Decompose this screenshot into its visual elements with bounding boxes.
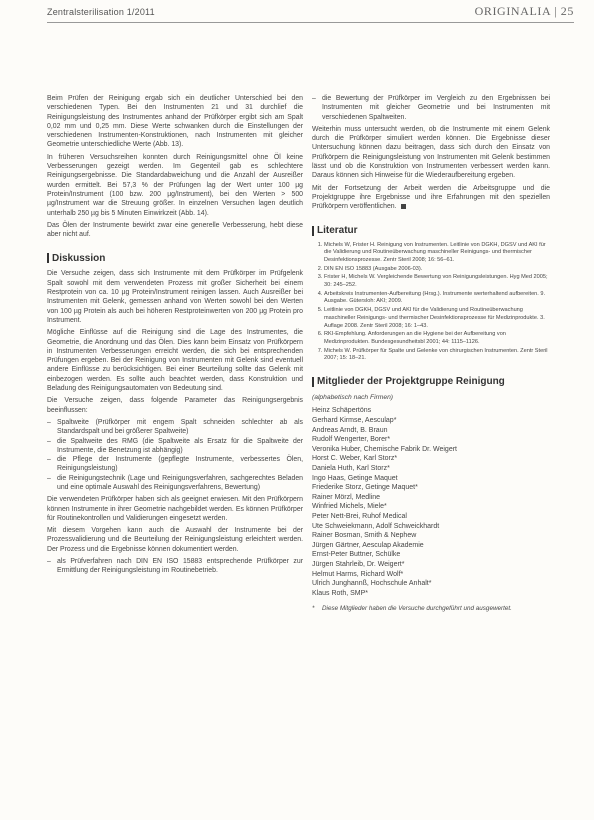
member-item: Heinz Schäpertöns bbox=[312, 407, 372, 415]
member-item: Ute Schweiekmann, Adolf Schweickhardt bbox=[312, 522, 440, 530]
member-item: Jürgen Gärtner, Aesculap Akademie bbox=[312, 541, 424, 549]
right-column bbox=[312, 94, 550, 614]
continuation-item: – die Bewertung der Prüfkörper im Vergleich zu den Ergebnissen bei Instrumenten mit gleicher Geometrie und bei Instrumenten mit verschiedenen Spaltweiten. bbox=[312, 94, 550, 122]
journal-issue: Zentralsterilisation 1/2011 bbox=[47, 7, 155, 17]
heading-bar bbox=[312, 377, 314, 387]
method-list bbox=[47, 557, 303, 576]
members-heading bbox=[312, 377, 550, 387]
member-item: Peter Nett-Brei, Ruhof Medical bbox=[312, 512, 407, 520]
literature-item: 2. DIN EN ISO 15883 (Ausgabe 2006-03). bbox=[324, 266, 550, 274]
member-item: Rainer Mörzl, Medline bbox=[312, 493, 381, 501]
literature-heading bbox=[312, 226, 550, 236]
member-item: Friederike Storz, Getinge Maquet* bbox=[312, 484, 418, 492]
intro-paragraph: Beim Prüfen der Reinigung ergab sich ein deutlicher Unterschied bei den verschiedenen Typen. Bei den Instrumenten 21 und 31 durchlief die Reinigungsleistung des Instrumentes anhand der Prüfkörper ergibt sich am Spalt 0,02 mm und 0,25 mm. Diese Werte schwanken durch die Einstellungen der verschiedenen Instrumenten-Konstruktionen, nach Instrumenten mit gleicher Geometrie unterschiedliche Werte (Abb. 13). bbox=[47, 95, 303, 149]
right-paragraph bbox=[312, 184, 550, 212]
member-item: Horst C. Weber, Karl Storz* bbox=[312, 455, 398, 463]
discussion-paragraph: Die Versuche zeigen, dass sich Instrumente mit dem Prüfkörper im Prüfgelenk Spalt sowohl mit dem verwendeten Prozess mit großer Sicherheit bei einem Restprotein von ca. 10 µg Protein/Instrument reinigen lassen. Auch Ausreißer bei Instrumenten mit Gelenk, gemessen anhand von Werten sowohl bei den Werten von 100 µg Protein als auch bei höheren Restproteinwerten von 200 µg Protein pro Instrument. bbox=[47, 270, 303, 324]
member-item: Ernst-Peter Buttner, Schülke bbox=[312, 551, 401, 559]
member-item: Ulrich Junghannß, Hochschule Anhalt* bbox=[312, 580, 432, 588]
literature-item: 1. Michels W, Frister H. Reinigung von Instrumenten. Leitlinie von DGKH, DGSV und AKI für die Validierung und Routineüberwachung maschineller Reinigungs- und thermischer Desinfektionsprozesse. Zentr Steril 2008; 16: 56–61. bbox=[324, 242, 550, 265]
left-column bbox=[47, 94, 303, 579]
literature-heading-text: Literatur bbox=[317, 224, 358, 236]
member-item: Winfried Michels, Miele* bbox=[312, 503, 387, 511]
right-paragraph: Weiterhin muss untersucht werden, ob die Instrumente mit einem Gelenk durch die Prüfkörper simuliert werden können. Die Ergebnisse dieser Untersuchung können dazu beitragen, dass sich durch den Einsatz von Prüfkörpern die Reinigungsleistung von Instrumenten mit Gelenk bestimmen lässt und ob die Konstruktion von Instrumenten verbessert werden kann. Daraus können sich Hinweise für die Wiederaufbereitung ergeben. bbox=[312, 125, 550, 180]
factor-item: – die Pflege der Instrumente (gepflegte Instrumente, verbessertes Ölen, Reinigungsleistung) bbox=[47, 455, 303, 474]
discussion-paragraph: Mögliche Einflüsse auf die Reinigung sind die Lage des Instrumentes, die Geometrie, die Anordnung und das Ölen. Dies kann beim Einsatz von Prüfkörpern in Instrumenten Verbesserungen erreicht werden, die sich bei entsprechenden Prüfungen ergeben. Bei der Reinigung von Instrumenten mit Gelenk sind eventuell andere Einflüsse zu berücksichtigen. Bei einer Beurteilung sollte das Gelenk mit einbezogen werden. Es sollte auch beachtet werden, dass Konstruktion und Beladung des Reinigungsautomaten von Bedeutung sind. bbox=[47, 329, 303, 393]
header-rule bbox=[47, 22, 574, 23]
members-list bbox=[312, 406, 550, 598]
member-item: Ingo Haas, Getinge Maquet bbox=[312, 474, 398, 482]
literature-item: 4. Arbeitskreis Instrumenten-Aufbereitung (Hrsg.). Instrumente werterhaltend aufbereiten. 9. Ausgabe. Gütersloh: AKI; 2009. bbox=[324, 291, 550, 306]
member-item: Veronika Huber, Chemische Fabrik Dr. Weigert bbox=[312, 445, 457, 453]
closing-paragraph: Mit diesem Vorgehen kann auch die Auswahl der Instrumente bei der Prozessvalidierung und die Beurteilung der Reinigungsleistung erleichtert werden. Der Prozess und die Ergebnisse können dokumentiert werden. bbox=[47, 527, 303, 553]
discussion-paragraph: Die Versuche zeigen, dass folgende Parameter das Reinigungsergebnis beeinflussen: bbox=[47, 397, 303, 414]
member-item: Andreas Arndt, B. Braun bbox=[312, 426, 388, 434]
member-item: Daniela Huth, Karl Storz* bbox=[312, 464, 390, 472]
literature-item: 5. Leitlinie von DGKH, DGSV und AKI für die Validierung und Routineüberwachung maschineller Reinigungs- und thermischer Desinfektionsprozesse für Medizinprodukte. 3. Auflage 2008. Zentr Steril 2008; 16: 1–43. bbox=[324, 307, 550, 330]
literature-item: 6. RKI-Empfehlung. Anforderungen an die Hygiene bei der Aufbereitung von Medizinprodukten. Bundesgesundheitsbl 2001; 44: 1115–1126. bbox=[324, 331, 550, 346]
discussion-heading bbox=[47, 253, 303, 263]
heading-bar bbox=[47, 253, 49, 263]
intro-paragraph: In früheren Versuchsreihen konnten durch Reinigungsmittel ohne Öl keine Verbesserungen gezeigt werden. Im Gegenteil gab es schlechtere Reinigungsergebnisse. Die Standardabweichung und die Anzahl der Ausreißer wurden ermittelt. Bei 57,3 % der Prüfungen lag der Wert unter 100 µg Protein/Instrument (100 bzw. 200 µg/Instrument), bei den Werten > 500 µg/Instrument war die Streuung größer. In einzelnen Versuchen lagen deutlich unterhalb 250 µg bis 5 Minuten Einwirkzeit (Abb. 14). bbox=[47, 153, 303, 217]
literature-item: 7. Michels W. Prüfkörper für Spalte und Gelenke von chirurgischen Instrumenten. Zentr Steril 2007; 15: 18–21. bbox=[324, 348, 550, 363]
discussion-heading-text: Diskussion bbox=[52, 252, 106, 264]
factor-item: – Spaltweite (Prüfkörper mit engem Spalt schneiden schlechter ab als Standardspalt und bei größerer Spaltweite) bbox=[47, 418, 303, 437]
literature-item: 3. Frister H, Michels W. Vergleichende Bewertung von Reinigungsleistungen. Hyg Med 2005; 30: 245–252. bbox=[324, 274, 550, 289]
intro-paragraph: Das Ölen der Instrumente bewirkt zwar eine generelle Verbesserung, hebt diese aber nicht auf. bbox=[47, 221, 303, 239]
closing-paragraph: Die verwendeten Prüfkörper haben sich als geeignet erwiesen. Mit den Prüfkörpern können Instrumente in ihrer Geometrie nachgebildet werden. Es können Prüfkörper für Routinekontrollen und Validierungen eingesetzt werden. bbox=[47, 496, 303, 522]
member-item: Rudolf Wengerter, Borer* bbox=[312, 436, 391, 444]
factor-item: – die Spaltweite des RMG (die Spaltweite als Ersatz für die Spaltweite der Instrumente, die Benetzung ist abhängig) bbox=[47, 437, 303, 456]
end-of-article-mark bbox=[401, 204, 406, 209]
method-item: – als Prüfverfahren nach DIN EN ISO 15883 entsprechende Prüfkörper zur Ermittlung der Reinigungsleistung im Routinebetrieb. bbox=[47, 557, 303, 576]
member-item: Gerhard Kirmse, Aesculap* bbox=[312, 417, 397, 424]
member-item: Klaus Roth, SMP* bbox=[312, 589, 369, 597]
member-item: Jürgen Stahrleib, Dr. Weigert* bbox=[312, 560, 405, 568]
member-item: Helmut Harms, Richard Wolf* bbox=[312, 570, 404, 578]
heading-bar bbox=[312, 226, 314, 236]
members-heading-text: Mitglieder der Projektgruppe Reinigung bbox=[317, 376, 505, 388]
section-page-label: ORIGINALIA | 25 bbox=[474, 4, 574, 18]
members-footnote: * Diese Mitglieder haben die Versuche durchgeführt und ausgewertet. bbox=[312, 604, 550, 613]
continuation-list bbox=[312, 94, 550, 122]
member-item: Rainer Bosman, Smith & Nephew bbox=[312, 532, 417, 540]
members-subheading: (alphabetisch nach Firmen) bbox=[312, 394, 394, 402]
factor-list bbox=[47, 418, 303, 492]
factor-item: – die Reinigungstechnik (Lage und Reinigungsverfahren, sachgerechtes Beladen und eine optimale Auswahl des Reinigungsverfahrens, Bewertung) bbox=[47, 474, 303, 493]
right-paragraph-text: Mit der Fortsetzung der Arbeit werden die Arbeitsgruppe und die Projektgruppe ihre Ergebnisse und ihre Erfahrungen mit den speziellen Prüfkörpern veröffentlichen. bbox=[312, 184, 550, 211]
literature-list bbox=[312, 242, 550, 364]
